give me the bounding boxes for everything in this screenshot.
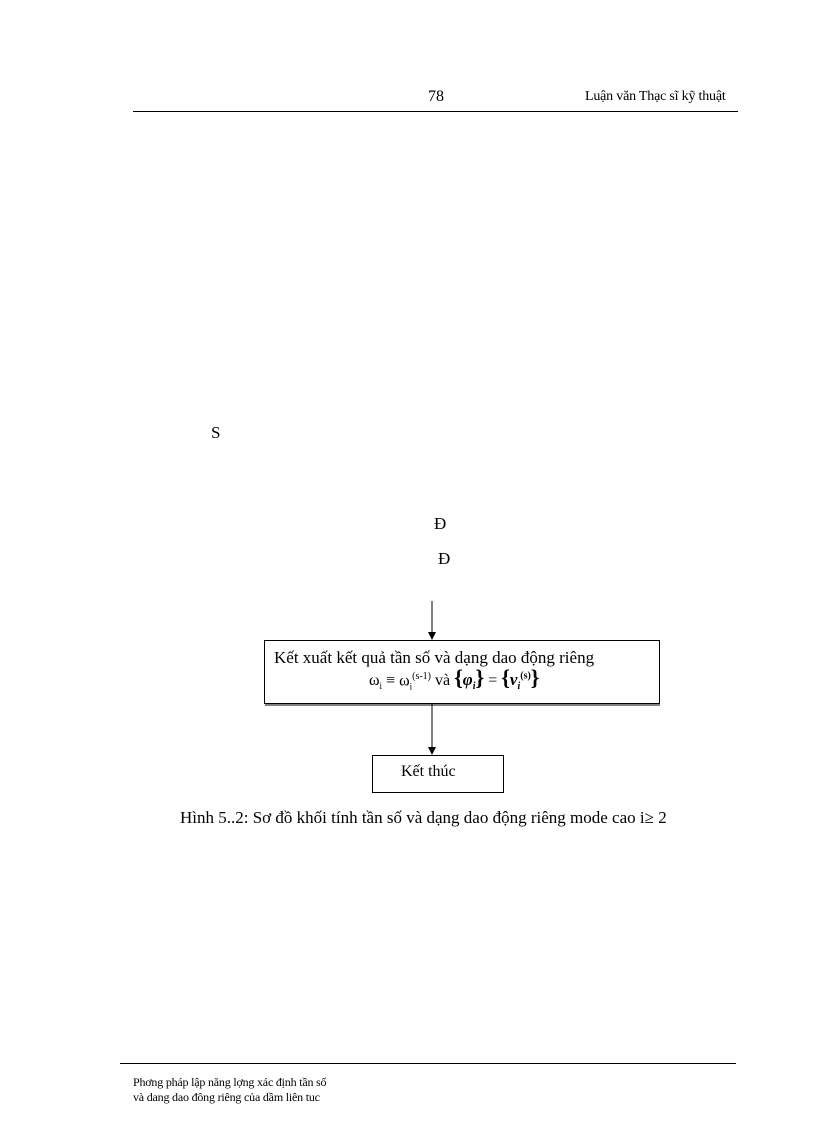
footer-line-2: và dang dao đông riêng của dầm liên tuc — [133, 1090, 320, 1104]
formula-nu-vector: $\{\nu_i^{(s)}\}$ — [501, 665, 540, 693]
page-number: 78 — [428, 88, 444, 105]
header-title: Luận văn Thạc sĩ kỹ thuật — [585, 89, 726, 104]
formula-phi-vector: $\{\varphi_i\}$ — [454, 665, 485, 693]
arrowhead-end-box — [428, 747, 436, 755]
footer-rule — [120, 1063, 736, 1064]
footer-line-1: Phơng pháp lập năng lợng xác định tần số — [133, 1075, 327, 1089]
branch-label-d-2: Đ — [438, 549, 451, 568]
formula-equals: = — [488, 672, 498, 689]
formula-omega-rhs: $\omega_i^{(s-1)}$ — [399, 670, 432, 692]
output-box-formula — [369, 667, 539, 692]
formula-equiv: ≡ — [386, 672, 396, 689]
formula-and-word: và — [435, 672, 451, 689]
branch-label-s: S — [211, 423, 221, 442]
branch-label-d-1: Đ — [434, 514, 447, 533]
figure-caption: Hình 5..2: Sơ đồ khối tính tần số và dạng dao động riêng mode cao i≥ 2 — [180, 808, 667, 827]
end-box-label: Kết thúc — [401, 763, 456, 780]
arrowhead-output-box — [428, 632, 436, 640]
formula-omega-lhs: $\omega_i$ — [369, 672, 383, 692]
output-box-text: Kết xuất kết quả tần số và dạng dao động riêng — [274, 648, 595, 667]
